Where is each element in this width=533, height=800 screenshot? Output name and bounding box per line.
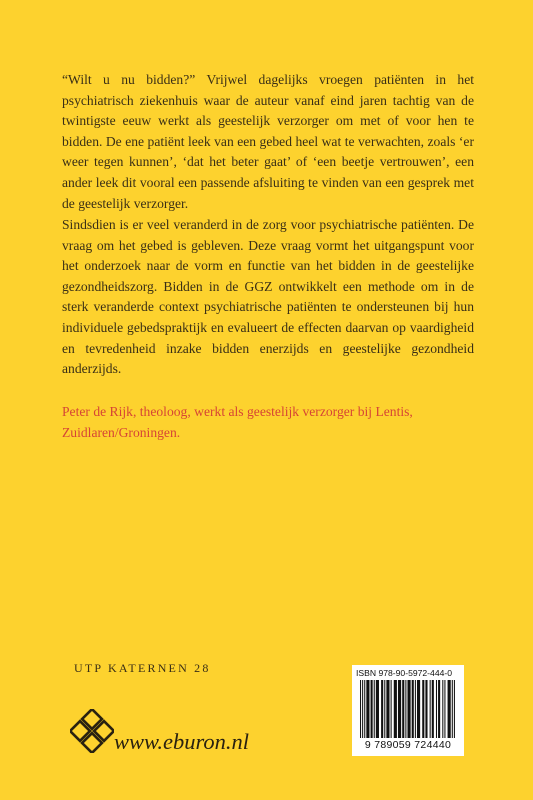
barcode-bar	[415, 680, 416, 738]
barcode-bar	[381, 680, 383, 738]
isbn-barcode	[352, 665, 464, 756]
barcode-bar	[374, 680, 375, 738]
barcode-bar	[366, 680, 369, 738]
barcode-bars	[360, 680, 456, 738]
publisher-url[interactable]: www.eburon.nl	[114, 729, 250, 754]
barcode-bar	[394, 680, 397, 738]
barcode-bar	[386, 680, 389, 738]
barcode-bar	[444, 680, 445, 738]
barcode-bar	[432, 680, 434, 738]
barcode-bar	[391, 680, 392, 738]
barcode-bar	[430, 680, 431, 738]
barcode-bar	[371, 680, 373, 738]
publisher-logo-icon	[70, 709, 114, 753]
barcode-bar	[407, 680, 410, 738]
barcode-bar	[454, 680, 455, 738]
series-label: UTP KATERNEN 28	[74, 661, 211, 675]
barcode-bar	[364, 680, 365, 738]
barcode-bar	[438, 680, 440, 738]
barcode-bar	[402, 680, 404, 738]
barcode-bar	[417, 680, 420, 738]
barcode-bar	[376, 680, 379, 738]
blurb-paragraph-1: “Wilt u nu bidden?” Vrijwel dagelijks vroegen patiënten in het psychiatrisch ziekenhuis waar de auteur vanaf eind jaren tachtig van de twintigste eeuw werkt als geestelijk verzorger om met of voor hen te bidden. De ene patiënt leek van een gebed heel wat te verwachten, zoals ‘er weer tegen kunnen’, ‘dat het beter gaat’ of ‘een beetje vertrouwen’, een ander leek dit vooral een passende afsluiting te vinden van een gesprek met de geestelijk verzorger.	[62, 72, 474, 211]
isbn-label: ISBN 978-90-5972-444-0	[356, 668, 453, 678]
barcode-bar	[398, 680, 401, 738]
barcode-bar	[405, 680, 406, 738]
barcode-bar	[422, 680, 424, 738]
barcode-bar	[425, 680, 427, 738]
barcode-bar	[412, 680, 414, 738]
barcode-bar	[452, 680, 453, 738]
barcode-bar	[442, 680, 443, 738]
barcode-bar	[448, 680, 451, 738]
barcode-bar	[384, 680, 385, 738]
blurb-paragraph-2: Sindsdien is er veel veranderd in de zorg voor psychiatrische patiënten. De vraag om het gebed is gebleven. Deze vraag vormt het uitgangspunt voor het onderzoek naar de vorm en functie van het bidden in de geestelijke gezondheidszorg. Bidden in de GGZ ontwikkelt een methode om in de sterk veranderde context psychiatrische patiënten te ondersteunen bij hun individuele gebedspraktijk en evalueert de effecten daarvan op vaardigheid en tevredenheid inzake bidden enerzijds en geestelijke gezondheid anderzijds.	[62, 217, 474, 377]
barcode-bar	[362, 680, 363, 738]
barcode-digits: 9 789059 724440	[364, 739, 452, 751]
barcode-bar	[360, 680, 361, 738]
barcode-bar	[436, 680, 437, 738]
author-bio: Peter de Rijk, theoloog, werkt als geestelijk verzorger bij Lentis, Zuidlaren/Groningen.	[62, 404, 413, 440]
